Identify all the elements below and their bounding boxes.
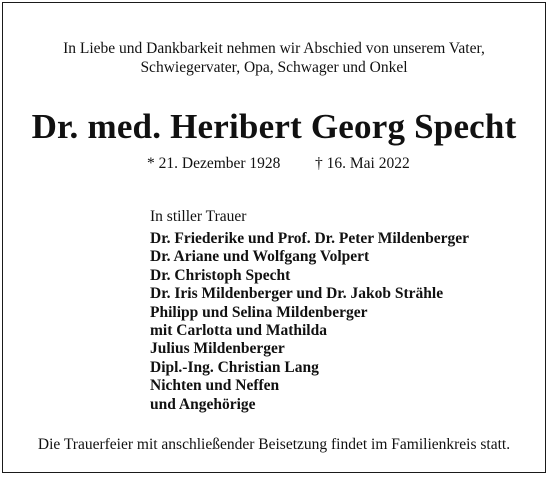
- birth-date: * 21. Dezember 1928: [147, 155, 281, 172]
- mourner-entry: mit Carlotta und Mathilda: [150, 322, 327, 340]
- death-date: † 16. Mai 2022: [315, 155, 410, 172]
- mourner-entry: Dr. Friederike und Prof. Dr. Peter Mildenberger: [150, 230, 469, 247]
- mourner-entry: Dr. Christoph Specht: [150, 266, 291, 284]
- mourning-heading: In stiller Trauer: [150, 208, 247, 225]
- mourner-entry: Julius Mildenberger: [150, 340, 285, 358]
- mourner-entry: Dr. Iris Mildenberger und Dr. Jakob Strähle: [150, 285, 444, 303]
- funeral-info: Die Trauerfeier mit anschließender Beisetzung findet im Familienkreis statt.: [37, 436, 511, 453]
- mourner-entry: Dr. Ariane und Wolfgang Volpert: [150, 248, 370, 266]
- mourner-entry: und Angehörige: [150, 395, 256, 413]
- mourner-entry: Philipp und Selina Mildenberger: [150, 303, 368, 321]
- obituary-notice: [2, 2, 546, 473]
- intro-text: [3, 39, 545, 77]
- mourner-entry: Dipl.-Ing. Christian Lang: [150, 358, 319, 376]
- intro-line-1: In Liebe und Dankbarkeit nehmen wir Abschied von unserem Vater,: [63, 40, 485, 57]
- deceased-name: Dr. med. Heribert Georg Specht: [31, 107, 517, 146]
- mourners-list: [150, 230, 469, 414]
- mourner-entry: Nichten und Neffen: [150, 377, 280, 395]
- intro-line-2: Schwiegervater, Opa, Schwager und Onkel: [140, 59, 408, 76]
